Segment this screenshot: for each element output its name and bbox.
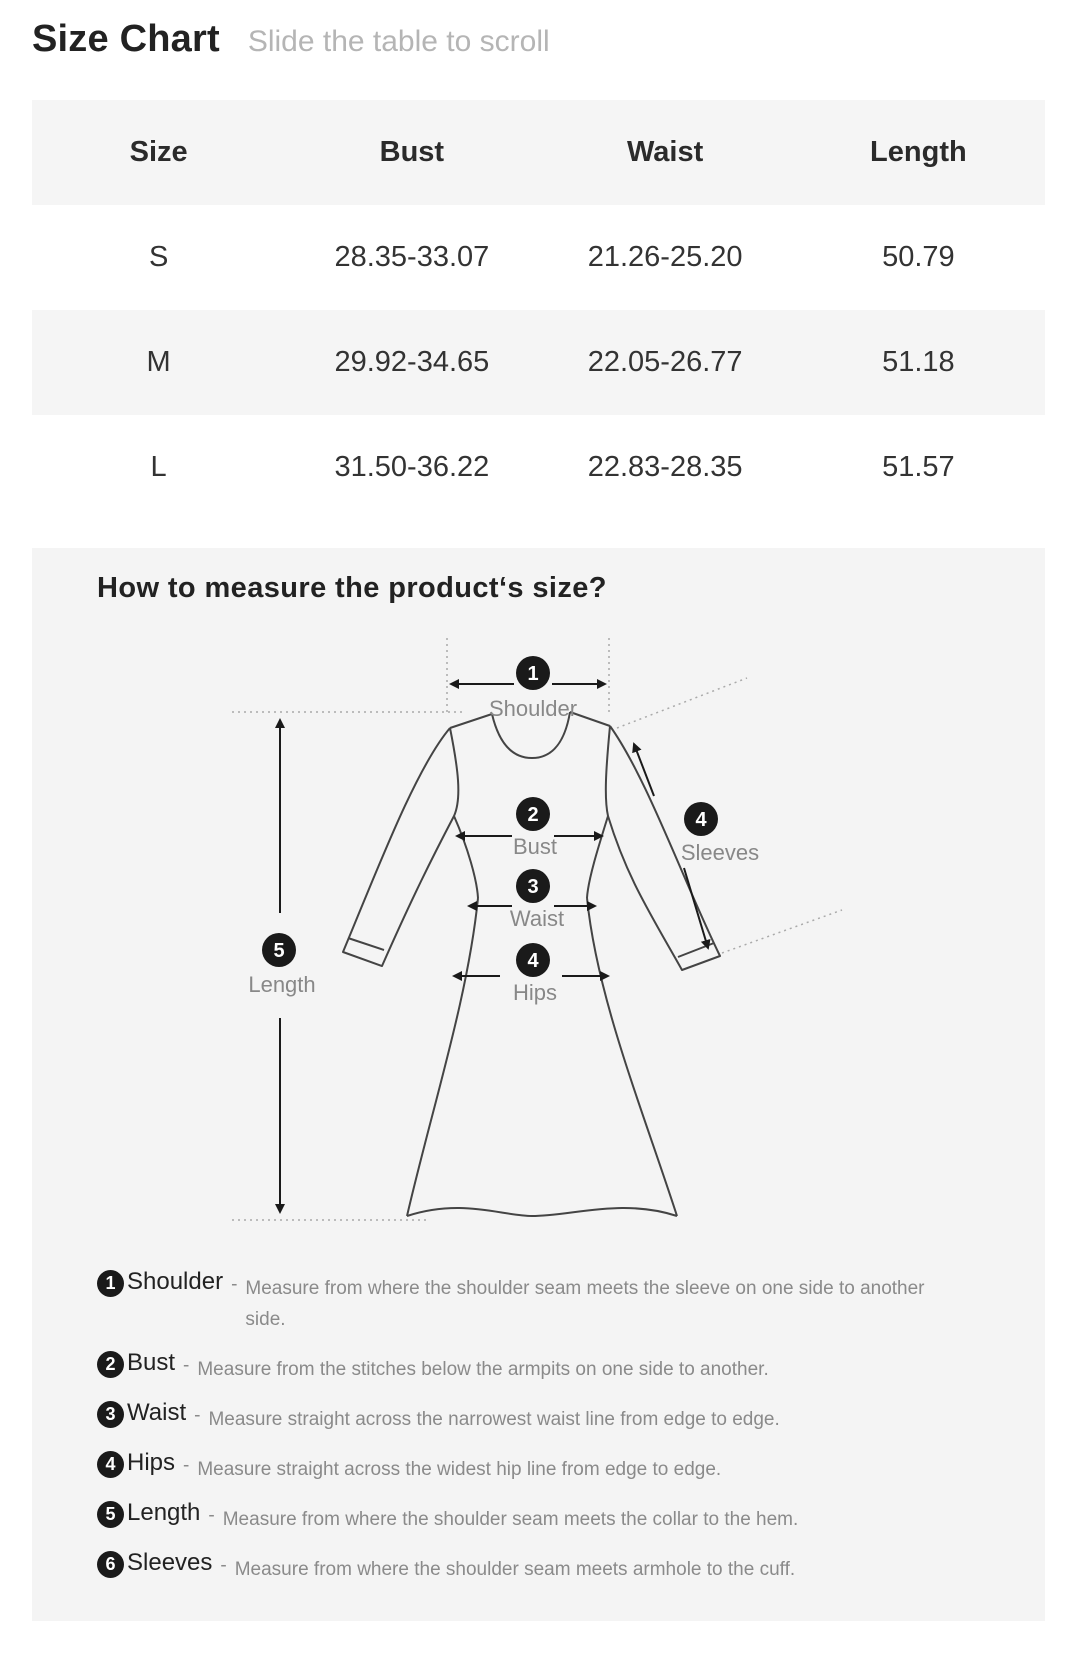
length-label: Length [248, 972, 316, 997]
legend-separator: - [220, 1555, 227, 1576]
number-badge-icon: 1 [97, 1270, 124, 1297]
hips-number: 4 [527, 950, 539, 972]
number-badge-icon: 6 [97, 1551, 124, 1578]
hips-marker [513, 943, 557, 1005]
column-header-length: Length [870, 136, 967, 168]
legend-name: Sleeves [127, 1549, 213, 1576]
waist-label: Waist [509, 906, 565, 931]
length-cell: 51.57 [882, 451, 955, 483]
legend-description: Measure from where the shoulder seam meets armhole to the cuff. [234, 1559, 796, 1580]
legend-item-length [97, 1499, 977, 1535]
page-title: Size Chart [32, 18, 220, 60]
legend-item-sleeves [97, 1549, 977, 1585]
size-cell: M [146, 346, 171, 378]
legend-separator: - [183, 1455, 190, 1476]
sleeves-marker [681, 802, 759, 865]
bust-cell: 29.92-34.65 [334, 346, 490, 378]
bust-number: 2 [527, 804, 539, 826]
waist-number: 3 [527, 876, 539, 898]
waist-cell: 22.83-28.35 [587, 451, 743, 483]
legend-name: Hips [127, 1449, 176, 1476]
column-header-waist: Waist [626, 136, 704, 168]
number-badge-icon: 2 [97, 1351, 124, 1378]
shoulder-marker [489, 656, 577, 721]
length-marker [248, 933, 315, 997]
legend-name: Shoulder [127, 1268, 224, 1295]
sleeves-label: Sleeves [680, 840, 760, 865]
length-cell: 50.79 [882, 241, 955, 273]
table-row [32, 205, 1045, 310]
waist-cell: 21.26-25.20 [587, 241, 743, 273]
number-badge-icon: 5 [97, 1501, 124, 1528]
length-number: 5 [273, 940, 285, 962]
legend-item-bust [97, 1349, 977, 1385]
column-header-bust: Bust [379, 136, 445, 168]
legend-separator: - [231, 1274, 238, 1295]
legend-separator: - [194, 1405, 201, 1426]
legend-item-waist [97, 1399, 977, 1435]
measurement-guide [32, 548, 1045, 1621]
legend-separator: - [208, 1505, 215, 1526]
size-cell: S [148, 241, 169, 273]
legend-separator: - [183, 1355, 190, 1376]
bust-label: Bust [512, 834, 558, 859]
length-cell: 51.18 [882, 346, 955, 378]
size-cell: L [150, 451, 167, 483]
legend-description: Measure from where the shoulder seam meets the collar to the hem. [222, 1509, 799, 1530]
waist-cell: 22.05-26.77 [587, 346, 743, 378]
legend-item-shoulder [97, 1268, 977, 1335]
legend-description: Measure from the stitches below the armpits on one side to another. [197, 1359, 769, 1380]
size-chart-header [32, 18, 550, 61]
measurement-legend [97, 1268, 977, 1599]
table-row [32, 310, 1045, 415]
table-row [32, 415, 1045, 520]
shoulder-label: Shoulder [488, 696, 578, 721]
legend-item-hips [97, 1449, 977, 1485]
bust-cell: 31.50-36.22 [334, 451, 490, 483]
sleeves-number: 4 [695, 809, 707, 831]
legend-name: Waist [127, 1399, 187, 1426]
hips-label: Hips [512, 980, 558, 1005]
number-badge-icon: 3 [97, 1401, 124, 1428]
number-badge-icon: 4 [97, 1451, 124, 1478]
dress-diagram [32, 548, 1045, 1248]
bust-marker [513, 797, 557, 859]
legend-description: Measure straight across the narrowest waist line from edge to edge. [208, 1409, 780, 1430]
legend-name: Length [127, 1499, 201, 1526]
scroll-hint: Slide the table to scroll [247, 25, 550, 58]
column-header-size: Size [129, 136, 188, 168]
bust-cell: 28.35-33.07 [334, 241, 490, 273]
legend-description: Measure from where the shoulder seam meets the sleeve on one side to another side. [245, 1278, 925, 1330]
legend-name: Bust [127, 1349, 176, 1376]
guide-title: How to measure the product‘s size? [97, 572, 607, 604]
size-table[interactable] [32, 100, 1045, 520]
waist-marker [510, 869, 564, 931]
shoulder-number: 1 [527, 663, 539, 685]
legend-description: Measure straight across the widest hip line from edge to edge. [197, 1459, 722, 1480]
table-header-row [32, 100, 1045, 205]
